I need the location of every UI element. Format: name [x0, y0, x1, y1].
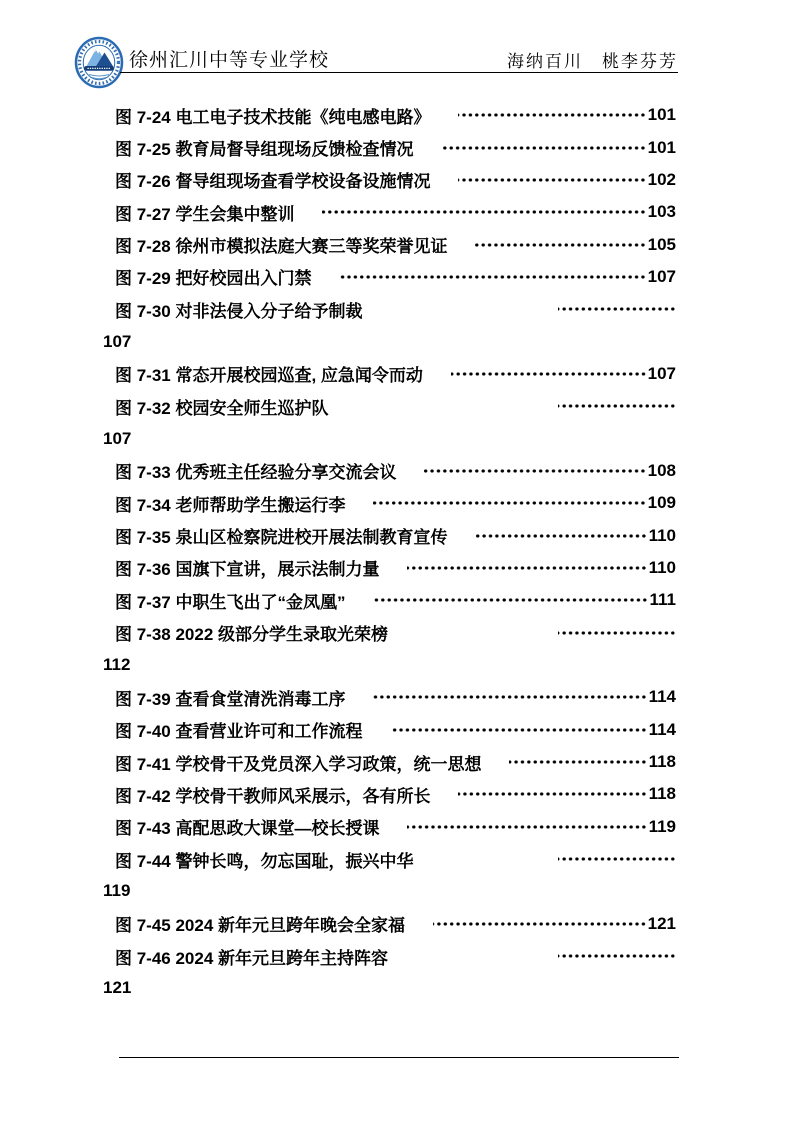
page-number: 121	[647, 913, 676, 933]
toc-entry	[103, 228, 676, 260]
dot-leader	[475, 236, 646, 254]
toc-entry	[103, 99, 676, 131]
figure-caption: 图 7-38 2022 级部分学生录取光荣榜	[115, 625, 389, 645]
dot-leader	[558, 850, 676, 868]
page-number: 119	[648, 816, 676, 836]
figure-caption: 图 7-40 查看营业许可和工作流程	[115, 722, 363, 742]
header-rule	[120, 72, 678, 73]
dot-leader	[458, 106, 646, 124]
dot-leader	[458, 171, 646, 189]
toc-entry	[103, 584, 676, 616]
page-number: 121	[103, 978, 132, 998]
dot-leader	[322, 203, 646, 221]
toc-entry	[103, 455, 676, 487]
header-school-name: 徐州汇川中等专业学校	[129, 50, 330, 71]
page-number: 108	[647, 460, 676, 480]
figure-caption: 图 7-33 优秀班主任经验分享交流会议	[115, 463, 397, 483]
toc-entry-wrapped-page	[103, 972, 676, 1004]
page-number: 107	[103, 428, 132, 448]
figure-caption: 图 7-35 泉山区检察院进校开展法制教育宣传	[115, 528, 448, 548]
toc-entry	[103, 390, 676, 422]
dot-leader	[509, 753, 647, 771]
dot-leader	[407, 818, 647, 836]
figure-caption: 图 7-26 督导组现场查看学校设备设施情况	[115, 172, 431, 192]
toc-entry-wrapped-page	[103, 422, 676, 454]
page-number: 119	[103, 881, 131, 901]
figure-caption: 图 7-39 查看食堂清洗消毒工序	[115, 689, 346, 709]
page-number: 107	[103, 331, 132, 351]
dot-leader	[451, 365, 647, 383]
page-number: 107	[647, 363, 676, 383]
dot-leader	[407, 559, 647, 577]
toc-entry	[103, 131, 676, 163]
figure-caption: 图 7-25 教育局督导组现场反馈检查情况	[115, 140, 414, 160]
figure-caption: 图 7-27 学生会集中整训	[115, 204, 295, 224]
toc-entry-wrapped-page	[103, 875, 676, 907]
toc-entry	[103, 358, 676, 390]
dot-leader	[441, 139, 646, 157]
dot-leader	[558, 397, 676, 415]
toc-entry-wrapped-page	[103, 325, 676, 357]
toc-entry	[103, 293, 676, 325]
figure-caption: 图 7-44 警钟长鸣，勿忘国耻，振兴中华	[115, 851, 414, 871]
dot-leader	[458, 785, 647, 803]
figure-caption: 图 7-34 老师帮助学生搬运行李	[115, 495, 346, 515]
page-number: 111	[649, 590, 676, 610]
toc-entry	[103, 811, 676, 843]
page-number: 107	[647, 266, 676, 286]
figure-list	[103, 99, 676, 1005]
page-number: 110	[648, 525, 676, 545]
dot-leader	[390, 721, 647, 739]
figure-caption: 图 7-45 2024 新年元旦跨年晚会全家福	[115, 916, 406, 936]
toc-entry	[103, 908, 676, 940]
figure-caption: 图 7-43 高配思政大课堂—校长授课	[115, 819, 380, 839]
school-logo-icon	[74, 36, 124, 89]
figure-caption: 图 7-42 学校骨干教师风采展示，各有所长	[115, 786, 431, 806]
header-motto: 海纳百川 桃李芬芳	[507, 52, 678, 71]
dot-leader	[475, 527, 647, 545]
dot-leader	[373, 494, 646, 512]
dot-leader	[558, 624, 676, 642]
page-number: 102	[647, 169, 676, 189]
figure-caption: 图 7-24 电工电子技术技能《纯电感电路》	[115, 107, 431, 127]
figure-caption: 图 7-30 对非法侵入分子给予制裁	[115, 301, 363, 321]
page-number: 103	[647, 202, 676, 222]
toc-entry	[103, 519, 676, 551]
page-number: 110	[648, 557, 676, 577]
toc-entry	[103, 617, 676, 649]
dot-leader	[424, 462, 646, 480]
figure-caption: 图 7-46 2024 新年元旦跨年主持阵容	[115, 948, 389, 968]
toc-entry	[103, 487, 676, 519]
page-number: 105	[647, 234, 676, 254]
dot-leader	[373, 688, 647, 706]
toc-entry	[103, 843, 676, 875]
dot-leader	[558, 947, 676, 965]
toc-entry	[103, 746, 676, 778]
dot-leader	[558, 300, 676, 318]
figure-caption: 图 7-37 中职生飞出了“金凤凰”	[115, 592, 346, 612]
dot-leader	[339, 268, 646, 286]
page-number: 101	[647, 105, 676, 125]
page-number: 118	[648, 784, 676, 804]
dot-leader	[373, 591, 648, 609]
dot-leader	[433, 915, 647, 933]
toc-entry	[103, 164, 676, 196]
toc-entry	[103, 681, 676, 713]
footer-rule	[119, 1057, 679, 1058]
toc-entry	[103, 778, 676, 810]
page-number: 109	[647, 493, 676, 513]
figure-caption: 图 7-41 学校骨干及党员深入学习政策，统一思想	[115, 754, 482, 774]
figure-caption: 图 7-28 徐州市模拟法庭大赛三等奖荣誉见证	[115, 237, 448, 257]
page-number: 114	[648, 687, 676, 707]
figure-caption: 图 7-31 常态开展校园巡查, 应急闻令而动	[115, 366, 423, 386]
page-number: 118	[648, 752, 676, 772]
figure-caption: 图 7-32 校园安全师生巡护队	[115, 398, 329, 418]
toc-entry	[103, 552, 676, 584]
page-number: 114	[648, 719, 676, 739]
toc-entry	[103, 940, 676, 972]
toc-entry	[103, 261, 676, 293]
page-number: 101	[647, 137, 676, 157]
toc-entry-wrapped-page	[103, 649, 676, 681]
page-number: 112	[103, 655, 131, 675]
figure-caption: 图 7-29 把好校园出入门禁	[115, 269, 312, 289]
toc-entry	[103, 196, 676, 228]
figure-caption: 图 7-36 国旗下宣讲，展示法制力量	[115, 560, 380, 580]
toc-entry	[103, 714, 676, 746]
